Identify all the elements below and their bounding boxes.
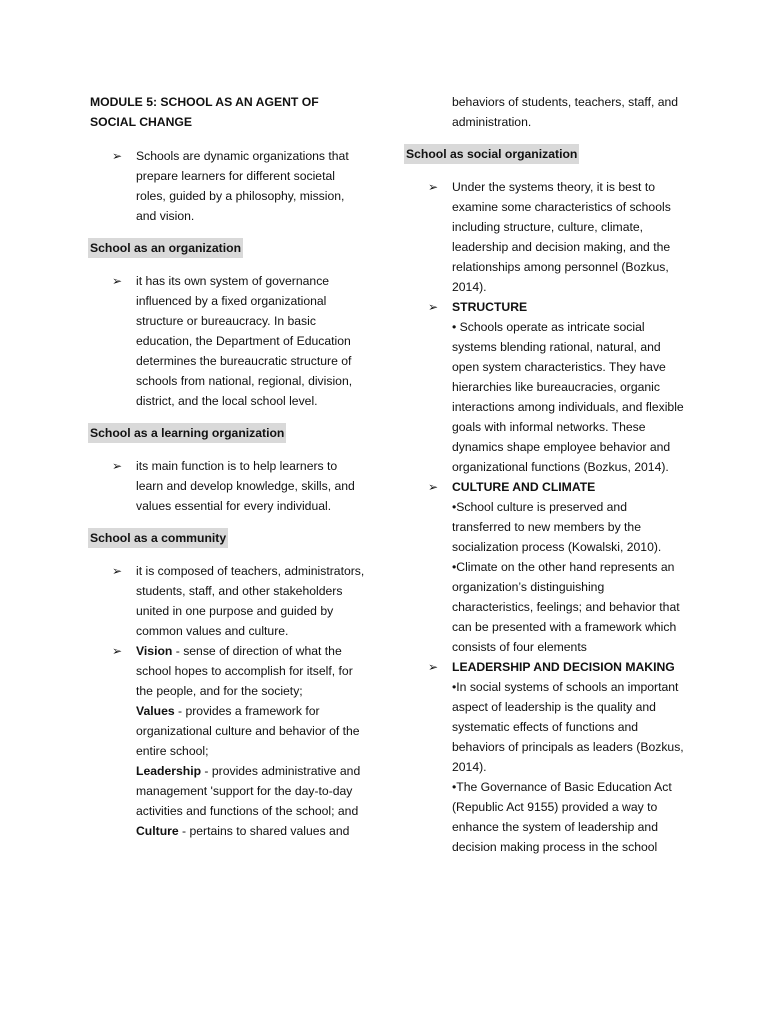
list-item [406, 297, 688, 477]
list-item [90, 456, 365, 516]
organization-text: it has its own system of governance influenced by a fixed organizational structure or bureaucracy. In basic education, the Department of Education determines the bureaucratic structure of schools from national, regional, division, district, and the local school level. [136, 274, 353, 408]
arrow-bullet-icon: ➢ [112, 149, 123, 163]
culture-term: Culture [136, 824, 179, 838]
section-heading-community: School as a community [88, 528, 228, 548]
module-title: MODULE 5: SCHOOL AS AN AGENT OF SOCIAL CHANGE [90, 95, 319, 129]
continued-text: behaviors of students, teachers, staff, and administration. [452, 95, 679, 129]
structure-label: STRUCTURE [452, 300, 528, 314]
values-term: Values [136, 704, 175, 718]
vision-text: - sense of direction of what the school hopes to accomplish for itself, for the people, and for the society; [136, 644, 353, 698]
arrow-bullet-icon: ➢ [112, 564, 123, 578]
section-heading-learning-organization: School as a learning organization [88, 423, 286, 443]
list-item [90, 561, 365, 641]
left-column [90, 92, 365, 841]
leadership-definition [90, 761, 365, 821]
values-definition [90, 701, 365, 761]
list-item [90, 641, 365, 701]
culture-definition [90, 821, 365, 841]
arrow-bullet-icon: ➢ [428, 300, 439, 314]
right-column [406, 92, 688, 857]
section-heading-organization: School as an organization [88, 238, 243, 258]
leadership-decision-label: LEADERSHIP AND DECISION MAKING [452, 660, 675, 674]
arrow-bullet-icon: ➢ [112, 459, 123, 473]
intro-text: Schools are dynamic organizations that prepare learners for different societal roles, guided by a philosophy, mission, and vision. [136, 149, 349, 223]
culture-text-1: •School culture is preserved and transferred to new members by the socialization process (Kowalski, 2010). [452, 500, 662, 554]
list-item [406, 657, 688, 857]
culture-climate-label: CULTURE AND CLIMATE [452, 480, 596, 494]
arrow-bullet-icon: ➢ [112, 274, 123, 288]
list-item [406, 177, 688, 297]
leadership-term: Leadership [136, 764, 202, 778]
list-item [90, 146, 365, 226]
arrow-bullet-icon: ➢ [428, 660, 439, 674]
arrow-bullet-icon: ➢ [428, 480, 439, 494]
list-item [406, 477, 688, 657]
arrow-bullet-icon: ➢ [112, 644, 123, 658]
leadership-text-2: •The Governance of Basic Education Act (Republic Act 9155) provided a way to enhance the system of leadership and decision making process in the school [452, 780, 672, 854]
arrow-bullet-icon: ➢ [428, 180, 439, 194]
learning-text: its main function is to help learners to learn and develop knowledge, skills, and values essential for every individual. [136, 459, 355, 513]
systems-theory-text: Under the systems theory, it is best to examine some characteristics of schools including structure, culture, climate, leadership and decision making, and the relationships among personnel (Bozkus, 2014). [452, 180, 671, 294]
culture-text: - pertains to shared values and [178, 824, 350, 838]
section-heading-social-organization: School as social organization [404, 144, 579, 164]
list-item [90, 271, 365, 411]
vision-definition [136, 641, 365, 701]
values-text: - provides a framework for organizational culture and behavior of the entire school; [136, 704, 360, 758]
community-text: it is composed of teachers, administrators, students, staff, and other stakeholders united in one purpose and guided by common values and culture. [136, 564, 365, 638]
leadership-text: - provides administrative and management 'support for the day-to-day activities and functions of the school; and [136, 764, 361, 818]
vision-term: Vision [136, 644, 173, 658]
leadership-text-1: •In social systems of schools an important aspect of leadership is the quality and systematic effects of functions and behaviors of principals as leaders (Bozkus, 2014). [452, 680, 684, 774]
structure-text: • Schools operate as intricate social systems blending rational, natural, and open system characteristics. They have hierarchies like bureaucracies, organic interactions among individuals, and flexible goals with informal networks. These dynamics shape employee behavior and organizational functions (Bozkus, 2014). [452, 320, 684, 474]
culture-text-2: •Climate on the other hand represents an organization’s distinguishing characteristics, feelings; and behavior that can be presented with a framework which consists of four elements [452, 560, 680, 654]
